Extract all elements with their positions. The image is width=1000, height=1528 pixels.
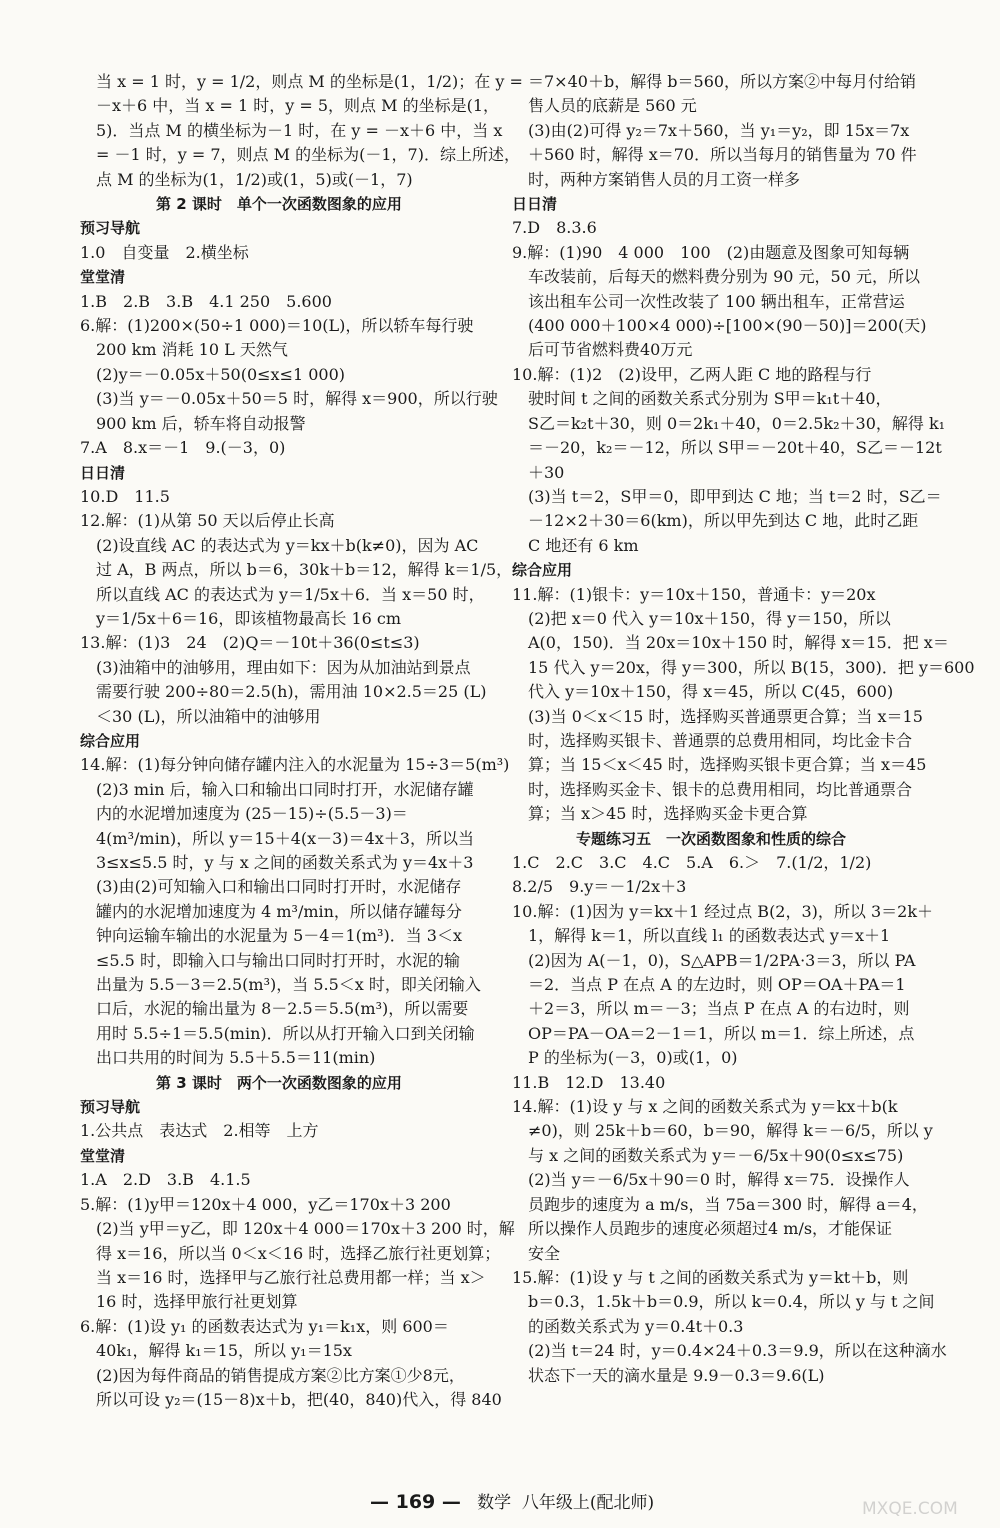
watermark-text: MXQE.COM (862, 1499, 958, 1519)
right-column-line: 1，解得 k＝1，所以直线 l₁ 的函数表达式 y＝x＋1 (528, 926, 891, 946)
left-column-line: 所以直线 AC 的表达式为 y＝1/5x＋6．当 x＝50 时， (96, 584, 485, 604)
left-column-line: 6.解：(1)200×(50÷1 000)＝10(L)，所以轿车每行驶 (80, 316, 474, 336)
left-column-line: 40k₁，解得 k₁＝15，所以 y₁＝15x (96, 1341, 352, 1361)
left-column-line: 6.解：(1)设 y₁ 的函数表达式为 y₁＝k₁x，则 600＝ (80, 1316, 449, 1336)
left-column-line: 过 A，B 两点，所以 b＝6，30k＋b＝12，解得 k＝1/5， (96, 560, 513, 580)
left-column-line: 预习导航 (80, 1098, 141, 1117)
left-column-line: 内的水泥增加速度为 (25－15)÷(5.5－3)＝ (96, 804, 408, 824)
left-column-line: 3≤x≤5.5 时，y 与 x 之间的函数关系式为 y＝4x＋3 (96, 853, 474, 872)
right-column-line: 14.解：(1)设 y 与 x 之间的函数关系式为 y＝kx＋b(k (512, 1097, 898, 1117)
left-column-line: －x＋6 中，当 x = 1 时，y = 5，则点 M 的坐标是(1， (96, 96, 500, 116)
left-column-line: (2)当 y甲＝y乙，即 120x＋4 000＝170x＋3 200 时，解 (96, 1219, 515, 1239)
right-column-line: 后可节省燃料费40万元 (528, 340, 693, 360)
right-column-line: 状态下一天的滴水量是 9.9－0.3＝9.6(L) (528, 1365, 825, 1385)
right-column-line: b＝0.3，1.5k＋b＝0.9，所以 k＝0.4，所以 y 与 t 之间 (528, 1292, 935, 1312)
left-column-line: 堂堂清 (80, 268, 126, 287)
left-column-line: 16 时，选择甲旅行社更划算 (96, 1292, 298, 1312)
right-column-line: 1.C 2.C 3.C 4.C 5.A 6.＞ 7.(1/2，1/2) (512, 853, 872, 872)
right-column-line: (2)当 t＝24 时，y＝0.4×24＋0.3＝9.9，所以在这种滴水 (528, 1341, 947, 1361)
right-column-line: C 地还有 6 km (528, 535, 639, 555)
subject-label: 数学 (477, 1493, 512, 1513)
left-column-line: 10.D 11.5 (80, 486, 170, 506)
left-column-line: 200 km 消耗 10 L 天然气 (96, 340, 288, 360)
right-column-line: (3)当 0＜x＜15 时，选择购买普通票更合算；当 x＝15 (528, 706, 923, 726)
right-column-line: 算；当 x＞45 时，选择购买金卡更合算 (528, 804, 808, 824)
left-column-line: 口后，水泥的输出量为 8－2.5＝5.5(m³)，所以需要 (96, 999, 469, 1019)
right-column-line: A(0，150)．当 20x＝10x＋150 时，解得 x＝15．把 x＝ (528, 633, 949, 653)
right-column-line: (3)由(2)可得 y₂＝7x＋560，当 y₁＝y₂，即 15x＝7x (528, 120, 910, 140)
page-footer (370, 1488, 810, 1513)
left-column-line: (3)油箱中的油够用，理由如下：因为从加油站到景点 (96, 657, 471, 677)
left-column-line: 1.公共点 表达式 2.相等 上方 (80, 1121, 319, 1141)
left-column-line: 罐内的水泥增加速度为 4 m³/min，所以储存罐每分 (96, 901, 462, 921)
left-column-line: 1.0 自变量 2.横坐标 (80, 242, 249, 262)
left-column-line: (3)当 y＝－0.05x＋50＝5 时，解得 x＝900，所以行驶 (96, 389, 498, 409)
right-column-line: ＝－20，k₂＝－12，所以 S甲＝－20t＋40，S乙＝－12t (528, 438, 942, 458)
left-column-line: (2)设直线 AC 的表达式为 y＝kx＋b(k≠0)，因为 AC (96, 535, 479, 555)
left-column-line: ＜30 (L)，所以油箱中的油够用 (96, 706, 321, 726)
right-column-line: 时，两种方案销售人员的月工资一样多 (528, 169, 801, 189)
right-column-line: 15.解：(1)设 y 与 t 之间的函数关系式为 y＝kt＋b，则 (512, 1267, 909, 1287)
left-column-line: = －1 时，y = 7，则点 M 的坐标为(－1，7)．综上所述， (96, 145, 520, 165)
left-column-line: 日日清 (80, 463, 126, 482)
right-column-line: 算；当 15＜x＜45 时，选择购买银卡更合算；当 x＝45 (528, 755, 927, 775)
right-column-line: 10.解：(1)因为 y＝kx＋1 经过点 B(2，3)，所以 3＝2k＋ (512, 901, 934, 921)
left-column-line: 5)．当点 M 的横坐标为－1 时，在 y = －x＋6 中，当 x (96, 120, 503, 140)
left-column-line: 13.解：(1)3 24 (2)Q＝－10t＋36(0≤t≤3) (80, 633, 420, 653)
left-column-line: 1.A 2.D 3.B 4.1.5 (80, 1170, 251, 1190)
right-column-line: 10.解：(1)2 (2)设甲，乙两人距 C 地的路程与行 (512, 364, 872, 384)
left-column-line: 所以可设 y₂＝(15－8)x＋b，把(40，840)代入，得 840 (96, 1389, 502, 1409)
right-column-line: 9.解：(1)90 4 000 100 (2)由题意及图象可知每辆 (512, 242, 910, 262)
right-column-line: 驶时间 t 之间的函数关系式分别为 S甲＝k₁t＋40， (528, 389, 892, 409)
right-column-line: (2)因为 A(－1，0)，S△APB＝1/2PA·3＝3，所以 PA (528, 950, 916, 970)
left-column-line: 12.解：(1)从第 50 天以后停止长高 (80, 511, 335, 531)
left-column-line: 4(m³/min)，所以 y＝15＋4(x－3)＝4x＋3，所以当 (96, 828, 474, 848)
left-column-line: 出量为 5.5－3＝2.5(m³)，当 5.5＜x 时，即关闭输入 (96, 975, 481, 995)
left-column-line: (3)由(2)可知输入口和输出口同时打开时，水泥储存 (96, 877, 462, 897)
right-column (512, 70, 975, 1388)
left-column-line: 当 x＝16 时，选择甲与乙旅行社总费用都一样；当 x＞ (96, 1267, 486, 1287)
right-column-line: 11.B 12.D 13.40 (512, 1072, 666, 1092)
left-column-line: 钟向运输车输出的水泥量为 5－4＝1(m³)．当 3＜x (96, 926, 462, 946)
right-column-line: 车改装前，后每天的燃料费分别为 90 元，50 元，所以 (528, 267, 920, 287)
right-column-line: 日日清 (512, 195, 558, 214)
left-column-line: 1.B 2.B 3.B 4.1 250 5.600 (80, 291, 332, 311)
right-column-line: ≠0)，则 25k＋b＝60，b＝90，解得 k＝－6/5，所以 y (528, 1121, 933, 1141)
right-column-line: (3)当 t＝2，S甲＝0，即甲到达 C 地；当 t＝2 时，S乙＝ (528, 486, 942, 506)
right-column-line: 专题练习五 一次函数图象和性质的综合 (575, 829, 846, 848)
right-column-line: P 的坐标为(－3，0)或(1，0) (528, 1048, 738, 1068)
right-column-line: 11.解：(1)银卡：y＝10x＋150，普通卡：y＝20x (512, 584, 876, 604)
right-column-line: ＝7×40＋b，解得 b＝560，所以方案②中每月付给销 (528, 72, 917, 91)
right-column-line: 时，选择购买金卡、银卡的总费用相同，均比普通票合 (528, 779, 913, 799)
left-column-line: 出口共用的时间为 5.5＋5.5＝11(min) (96, 1048, 376, 1068)
right-column-line: 时，选择购买银卡、普通票的总费用相同，均比金卡合 (528, 730, 913, 750)
left-column-line: 需要行驶 200÷80＝2.5(h)，需用油 10×2.5＝25 (L) (96, 682, 487, 702)
right-column-line: ＝2．当点 P 在点 A 的左边时，则 OP＝OA＋PA＝1 (528, 975, 906, 995)
left-column-line: 7.A 8.x＝－1 9.(－3，0) (80, 438, 286, 458)
left-column-line: (2)因为每件商品的销售提成方案②比方案①少8元， (96, 1365, 465, 1385)
left-column-line: 点 M 的坐标为(1，1/2)或(1，5)或(－1，7) (96, 169, 413, 189)
right-column-line: (2)把 x＝0 代入 y＝10x＋150，得 y＝150，所以 (528, 608, 891, 628)
left-column-line: 5.解：(1)y甲＝120x＋4 000，y乙＝170x＋3 200 (80, 1194, 451, 1214)
left-column-line: 900 km 后，轿车将自动报警 (96, 413, 306, 433)
right-column-line: ＋30 (528, 462, 565, 482)
left-column-line: y＝1/5x＋6＝16，即该植物最高长 16 cm (96, 608, 402, 628)
right-column-line: 安全 (528, 1243, 561, 1263)
right-column-line: 所以操作人员跑步的速度必须超过4 m/s，才能保证 (528, 1219, 893, 1239)
left-column-line: 用时 5.5÷1＝5.5(min)．所以从打开输入口到关闭输 (96, 1023, 475, 1043)
right-column-line: 该出租车公司一次性改装了 100 辆出租车，正常营运 (528, 291, 905, 311)
right-column-line: (400 000＋100×4 000)÷[100×(90－50)]＝200(天) (528, 316, 927, 336)
right-column-line: 15 代入 y＝20x，得 y＝300，所以 B(15，300)．把 y＝600 (528, 657, 975, 677)
right-column-line: (2)当 y＝－6/5x＋90＝0 时，解得 x＝75．设操作人 (528, 1170, 910, 1190)
left-column-line: (2)3 min 后，输入口和输出口同时打开，水泥储存罐 (96, 779, 474, 799)
right-column-line: 7.D 8.3.6 (512, 218, 597, 238)
right-column-line: S乙＝k₂t＋30，则 0＝2k₁＋40，0＝2.5k₂＋30，解得 k₁ (528, 413, 946, 433)
left-column-line: ≤5.5 时，即输入口与输出口同时打开时，水泥的输 (96, 950, 460, 970)
right-column-line: 综合应用 (512, 561, 573, 580)
right-column-line: ＋560 时，解得 x＝70．所以当每月的销售量为 70 件 (528, 145, 917, 165)
watermark-logo (860, 1470, 990, 1520)
right-column-line: 售人员的底薪是 560 元 (528, 96, 697, 116)
left-column-line: 得 x＝16，所以当 0＜x＜16 时，选择乙旅行社更划算； (96, 1243, 501, 1263)
page-number: — 169 — (370, 1491, 461, 1513)
left-column-line: (2)y＝－0.05x＋50(0≤x≤1 000) (96, 364, 346, 384)
left-column-line: 堂堂清 (80, 1146, 126, 1165)
left-column-line: 当 x = 1 时，y = 1/2，则点 M 的坐标是(1，1/2)；在 y = (96, 72, 523, 91)
right-column-line: OP＝PA－OA＝2－1＝1，所以 m＝1．综上所述，点 (528, 1023, 915, 1043)
right-column-line: 员跑步的速度为 a m/s，当 75a＝300 时，解得 a＝4， (528, 1194, 928, 1214)
right-column-line: 8.2/5 9.y＝－1/2x＋3 (512, 877, 687, 897)
left-column (80, 70, 523, 1412)
left-column-line: 综合应用 (80, 731, 141, 750)
grade-label: 八年级上(配北师) (521, 1493, 655, 1513)
right-column-line: －12×2＋30＝6(km)，所以甲先到达 C 地，此时乙距 (528, 511, 919, 531)
left-column-line: 第 2 课时 单个一次函数图象的应用 (156, 195, 402, 214)
right-column-line: 与 x 之间的函数关系式为 y＝－6/5x＋90(0≤x≤75) (528, 1145, 904, 1165)
left-column-line: 14.解：(1)每分钟向储存罐内注入的水泥量为 15÷3＝5(m³) (80, 755, 510, 775)
left-column-line: 第 3 课时 两个一次函数图象的应用 (156, 1073, 402, 1092)
right-column-line: ＋2＝3，所以 m＝－3；当点 P 在点 A 的右边时，则 (528, 999, 910, 1019)
right-column-line: 的函数关系式为 y＝0.4t＋0.3 (528, 1316, 744, 1336)
right-column-line: 代入 y＝10x＋150，得 x＝45，所以 C(45，600) (528, 682, 894, 702)
left-column-line: 预习导航 (80, 219, 141, 238)
